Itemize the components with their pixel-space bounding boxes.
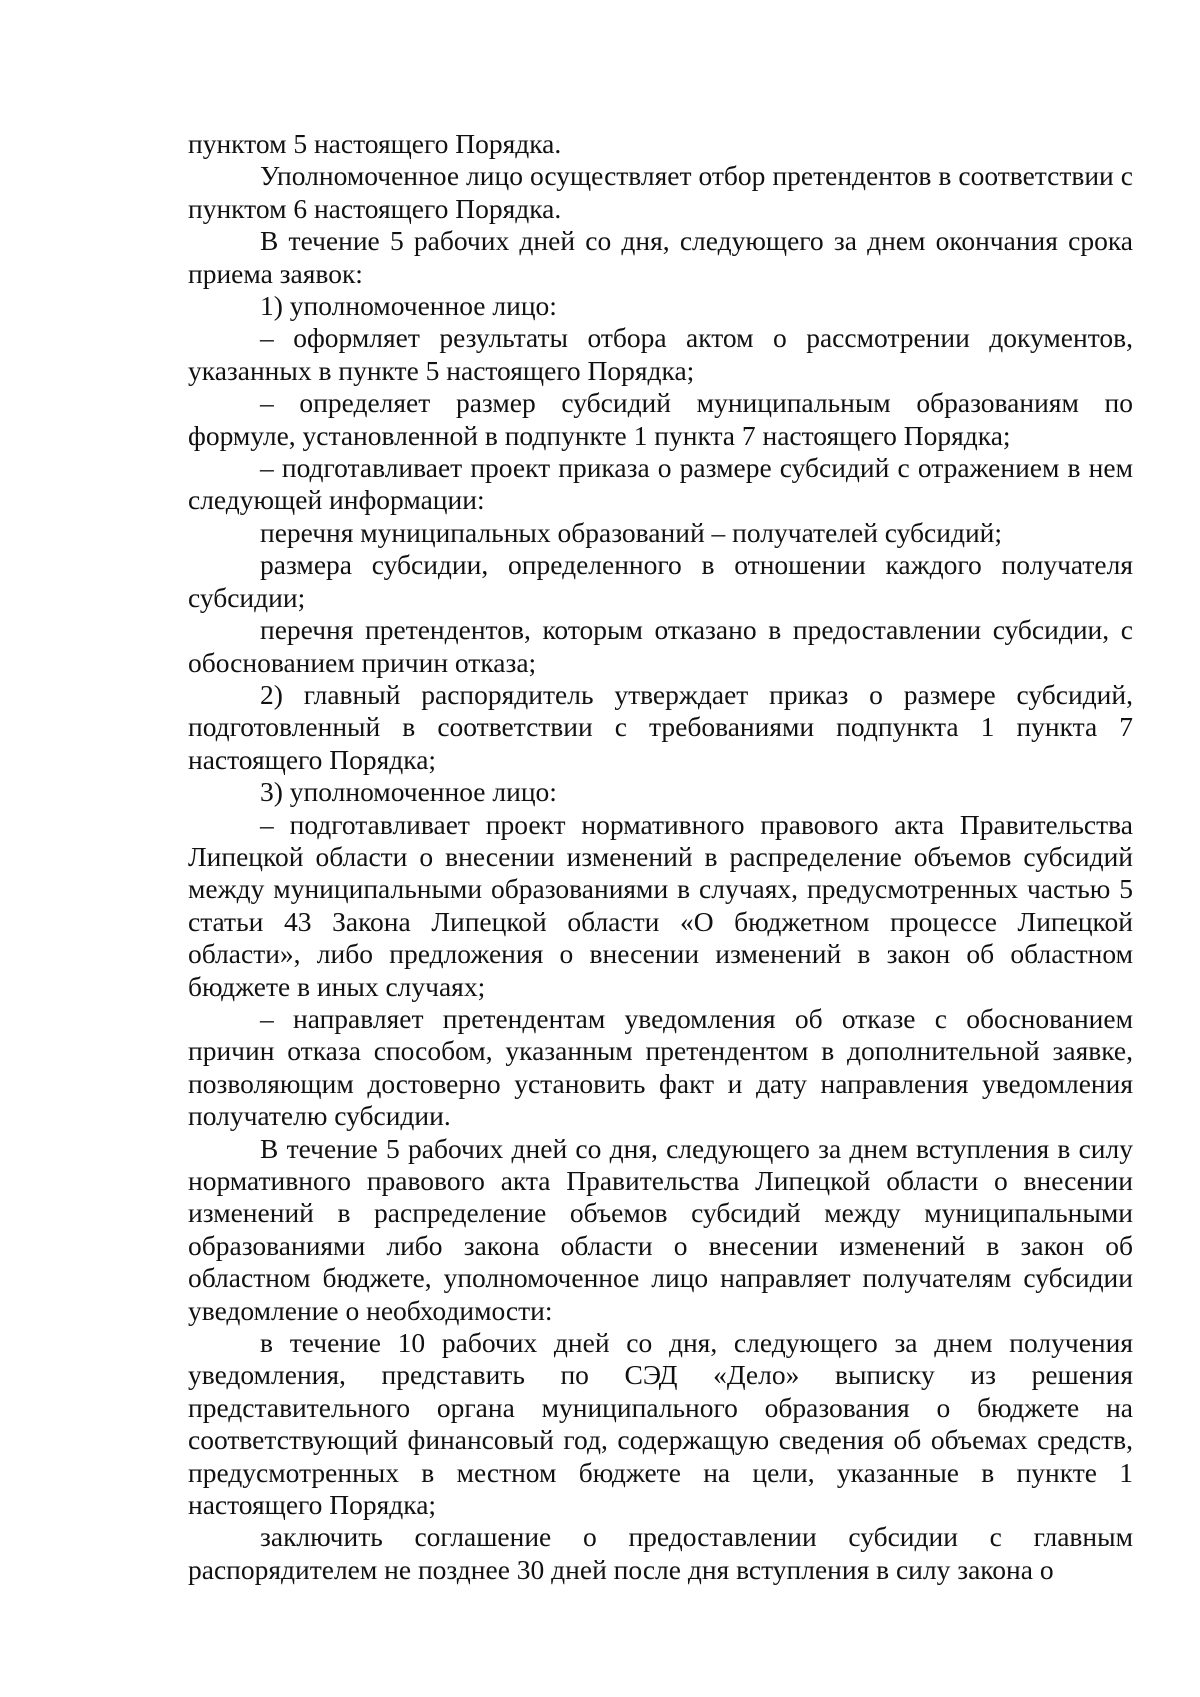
paragraph: размера субсидии, определенного в отношении каждого получателя субсидии; [188,549,1133,613]
paragraph: Уполномоченное лицо осуществляет отбор претендентов в соответствии с пунктом 6 настоящего Порядка. [188,160,1133,224]
paragraph: в течение 10 рабочих дней со дня, следующего за днем получения уведомления, представить по СЭД «Дело» выписку из решения представительного органа муниципального образования о бюджете на соответствующий финансовый год, содержащую сведения об объемах средств, предусмотренных в местном бюджете на цели, указанные в пункте 1 настоящего Порядка; [188,1327,1133,1521]
paragraph: – направляет претендентам уведомления об отказе с обоснованием причин отказа способом, указанным претендентом в дополнительной заявке, позволяющим достоверно установить факт и дату направления уведомления получателю субсидии. [188,1002,1133,1132]
paragraph: перечня муниципальных образований – получателей субсидий; [260,516,1003,548]
paragraph: – оформляет результаты отбора актом о рассмотрении документов, указанных в пункте 5 настоящего Порядка; [188,322,1133,386]
paragraph: 2) главный распорядитель утверждает приказ о размере субсидий, подготовленный в соответствии с требованиями подпункта 1 пункта 7 настоящего Порядка; [188,678,1133,775]
paragraph: 1) уполномоченное лицо: [260,290,557,322]
paragraph: – определяет размер субсидий муниципальным образованиям по формуле, установленной в подпункте 1 пункта 7 настоящего Порядка; [188,387,1133,451]
paragraph: 3) уполномоченное лицо: [260,776,557,808]
paragraph: – подготавливает проект приказа о размере субсидий с отражением в нем следующей информации: [188,452,1133,516]
paragraph: – подготавливает проект нормативного правового акта Правительства Липецкой области о внесении изменений в распределение объемов субсидий между муниципальными образованиями в случаях, предусмотренных частью 5 статьи 43 Закона Липецкой области «О бюджетном процессе Липецкой области», либо предложения о внесении изменений в закон об областном бюджете в иных случаях; [188,808,1133,1002]
paragraph: В течение 5 рабочих дней со дня, следующего за днем окончания срока приема заявок: [188,225,1133,289]
paragraph: В течение 5 рабочих дней со дня, следующего за днем вступления в силу нормативного правового акта Правительства Липецкой области о внесении изменений в распределение объемов субсидий между муниципальными образованиями либо закона области о внесении изменений в закон об областном бюджете, уполномоченное лицо направляет получателям субсидии уведомление о необходимости: [188,1132,1133,1326]
paragraph: заключить соглашение о предоставлении субсидии с главным распорядителем не позднее 30 дней после дня вступления в силу закона о [188,1521,1133,1585]
paragraph: перечня претендентов, которым отказано в предоставлении субсидии, с обоснованием причин отказа; [188,614,1133,678]
paragraph: пунктом 5 настоящего Порядка. [188,128,562,159]
document-body [188,128,1133,1586]
